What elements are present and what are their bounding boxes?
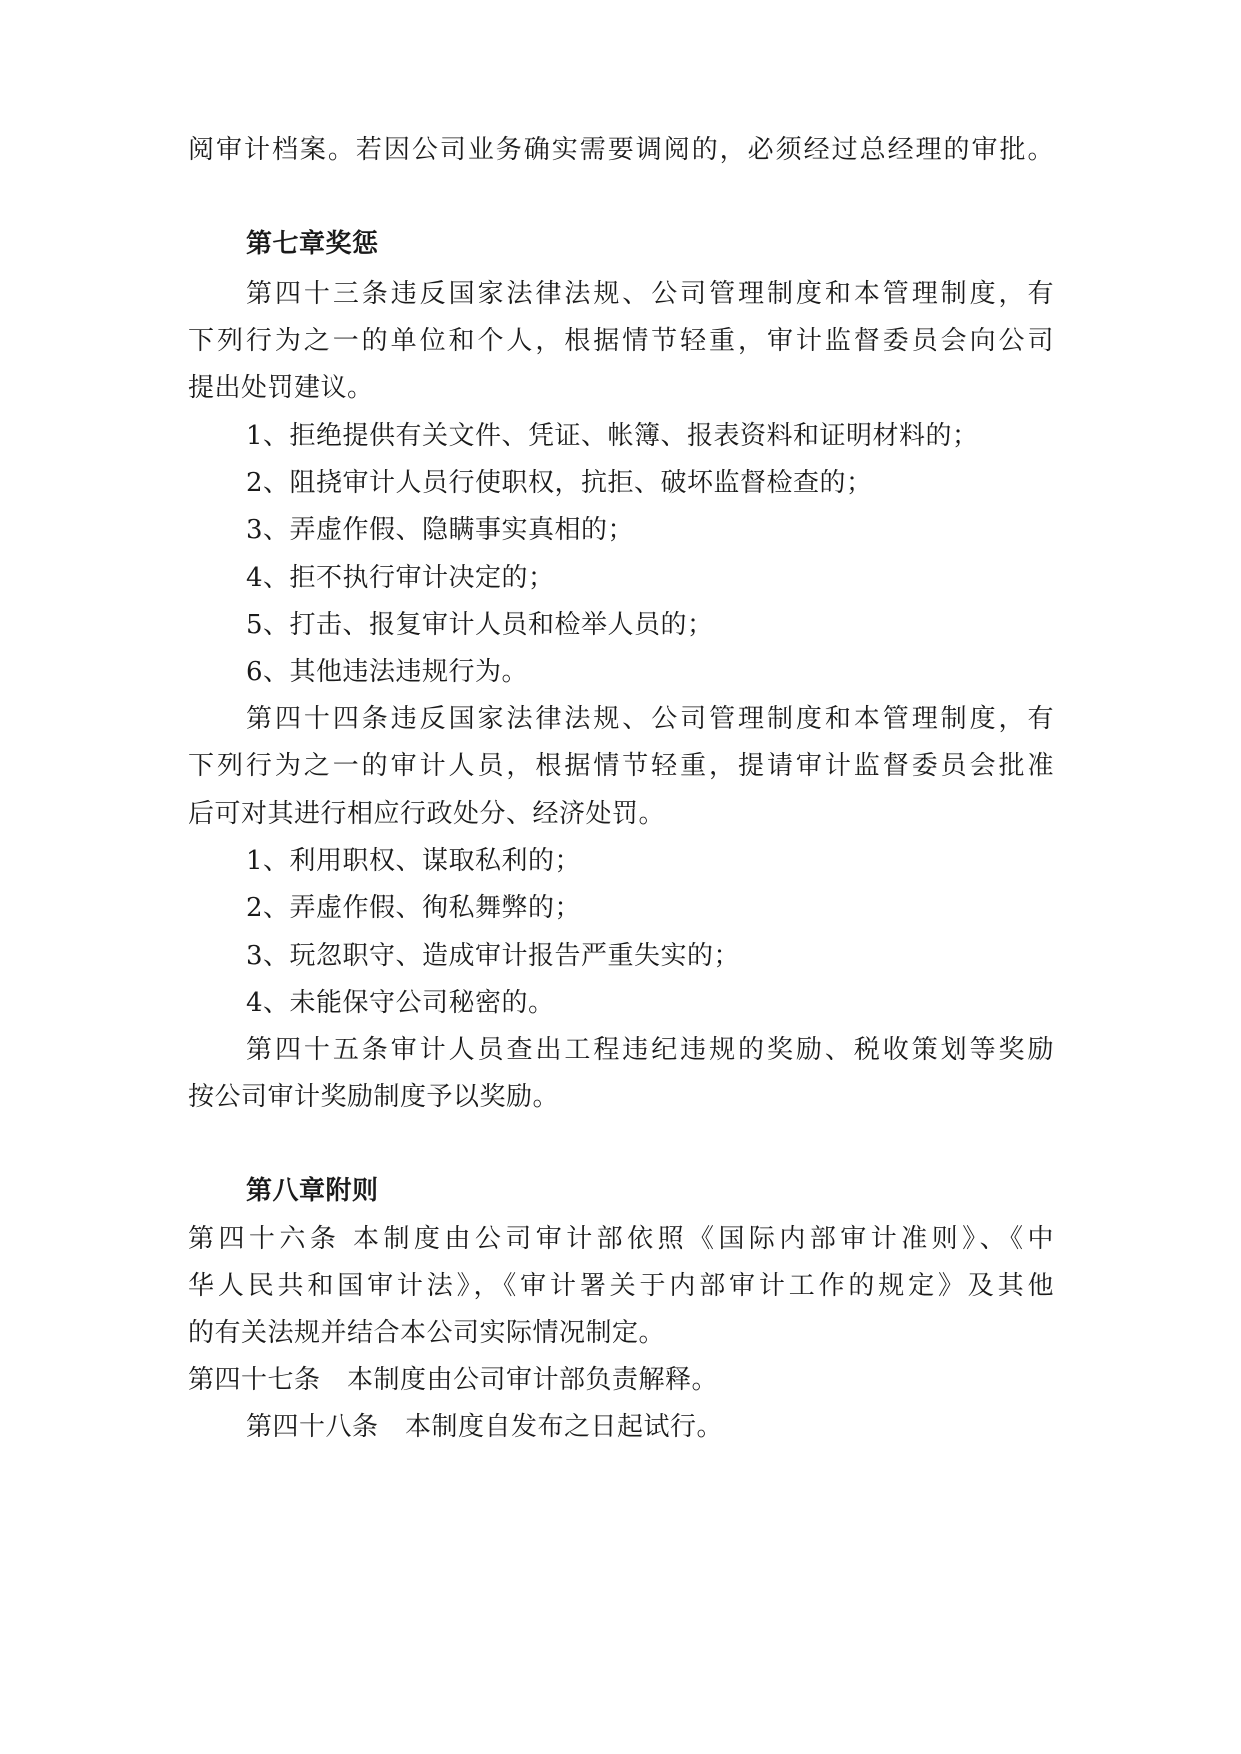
list-item: 6、其他违法违规行为。 <box>246 657 529 687</box>
chapter-heading: 第八章附则 <box>246 1176 379 1206</box>
list-item: 3、弄虚作假、隐瞒事实真相的； <box>246 515 635 545</box>
paragraph-line: 后可对其进行相应行政处分、经济处罚。 <box>188 799 666 829</box>
paragraph-line: 的有关法规并结合本公司实际情况制定。 <box>188 1318 666 1348</box>
article-line: 第四十八条 本制度自发布之日起试行。 <box>246 1412 724 1442</box>
chapter-heading: 第七章奖惩 <box>246 229 379 259</box>
list-item: 3、玩忽职守、造成审计报告严重失实的； <box>246 941 741 971</box>
article-line: 第四十七条 本制度由公司审计部负责解释。 <box>188 1365 719 1395</box>
list-item: 4、未能保守公司秘密的。 <box>246 988 555 1018</box>
paragraph-line: 下列行为之一的审计人员，根据情节轻重，提请审计监督委员会批准 <box>188 751 1054 781</box>
article-line: 第四十三条违反国家法律法规、公司管理制度和本管理制度，有 <box>246 279 1054 309</box>
article-line: 第四十六条 本制度由公司审计部依照《国际内部审计准则》、《中 <box>188 1224 1054 1254</box>
paragraph-line: 阅审计档案。若因公司业务确实需要调阅的，必须经过总经理的审批。 <box>188 135 1054 165</box>
article-line: 第四十四条违反国家法律法规、公司管理制度和本管理制度，有 <box>246 704 1054 734</box>
paragraph-line: 下列行为之一的单位和个人，根据情节轻重，审计监督委员会向公司 <box>188 326 1054 356</box>
list-item: 2、弄虚作假、徇私舞弊的； <box>246 893 582 923</box>
paragraph-line: 按公司审计奖励制度予以奖励。 <box>188 1082 560 1112</box>
article-line: 第四十五条审计人员查出工程违纪违规的奖励、税收策划等奖励 <box>246 1035 1054 1065</box>
paragraph-line: 提出处罚建议。 <box>188 373 374 403</box>
list-item: 2、阻挠审计人员行使职权，抗拒、破坏监督检查的； <box>246 468 873 498</box>
list-item: 1、拒绝提供有关文件、凭证、帐簿、报表资料和证明材料的； <box>246 421 979 451</box>
paragraph-line: 华人民共和国审计法》，《审计署关于内部审计工作的规定》及其他 <box>188 1271 1054 1301</box>
list-item: 5、打击、报复审计人员和检举人员的； <box>246 610 714 640</box>
list-item: 4、拒不执行审计决定的； <box>246 563 555 593</box>
list-item: 1、利用职权、谋取私利的； <box>246 846 582 876</box>
